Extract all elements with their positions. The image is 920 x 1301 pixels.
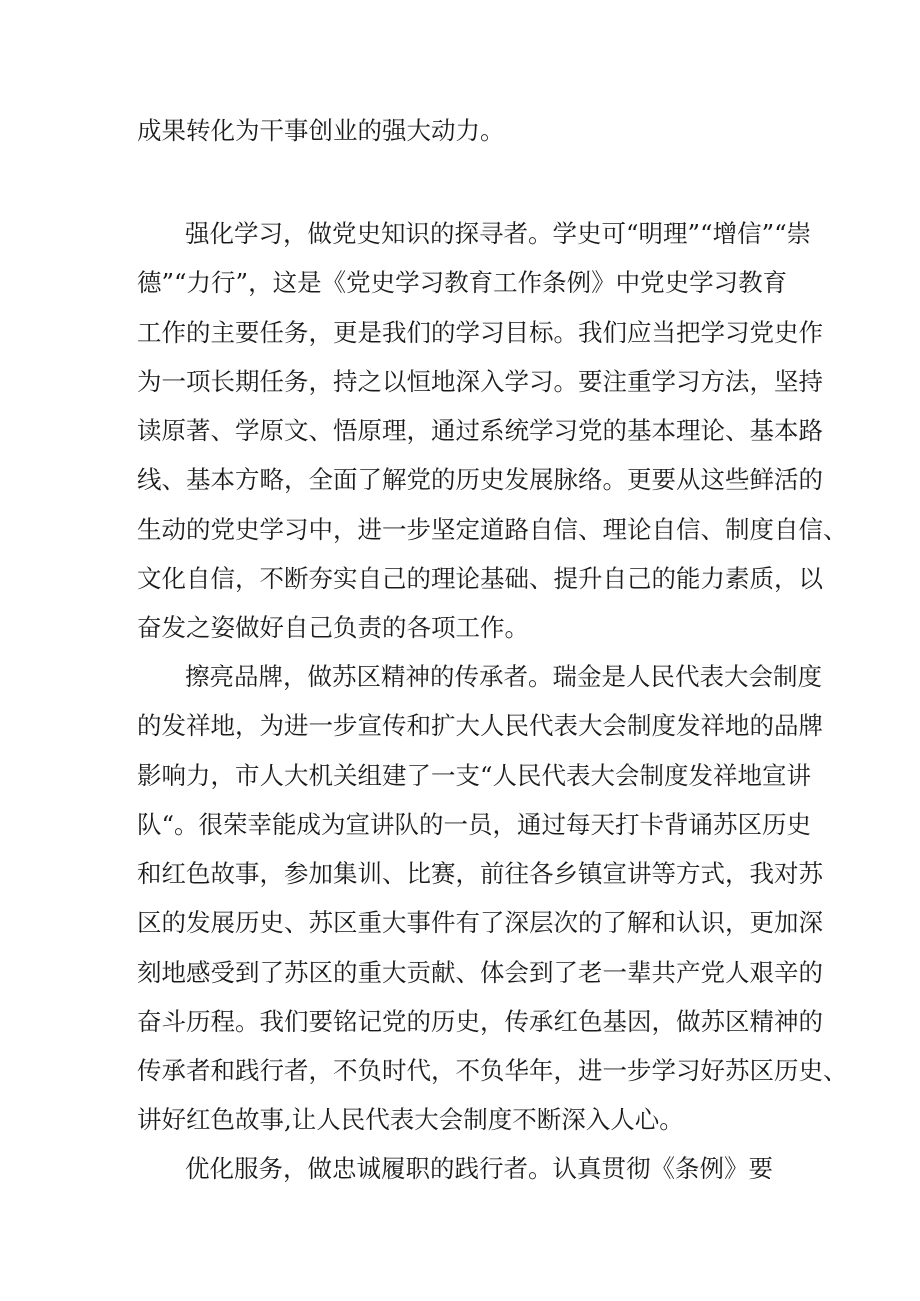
text-line: 区的发展历史、苏区重大事件有了深层次的了解和认识，更加深 bbox=[137, 908, 823, 937]
text-line: 讲好红色故事,让人民代表大会制度不断深入人心。 bbox=[137, 1105, 684, 1134]
text-line: 读原著、学原文、悟原理，通过系统学习党的基本理论、基本路 bbox=[137, 416, 823, 445]
text-line: 优化服务，做忠诚履职的践行者。认真贯彻《条例》要 bbox=[185, 1154, 773, 1183]
text-line: 队“。很荣幸能成为宣讲队的一员，通过每天打卡背诵苏区历史 bbox=[137, 810, 812, 839]
text-line: 线、基本方略，全面了解党的历史发展脉络。更要从这些鲜活的 bbox=[137, 465, 823, 494]
text-line: 和红色故事，参加集训、比赛，前往各乡镇宣讲等方式，我对苏 bbox=[137, 859, 823, 888]
text-line: 文化自信，不断夯实自己的理论基础、提升自己的能力素质，以 bbox=[137, 564, 823, 593]
text-line: 工作的主要任务，更是我们的学习目标。我们应当把学习党史作 bbox=[137, 318, 823, 347]
text-line: 德”“力行”，这是《党史学习教育工作条例》中党史学习教育 bbox=[137, 268, 788, 297]
text-line: 生动的党史学习中，进一步坚定道路自信、理论自信、制度自信、 bbox=[137, 515, 848, 544]
text-line: 影响力，市人大机关组建了一支“人民代表大会制度发祥地宣讲 bbox=[137, 761, 812, 790]
text-line: 奋斗历程。我们要铭记党的历史，传承红色基因，做苏区精神的 bbox=[137, 1007, 823, 1036]
text-line: 成果转化为干事创业的强大动力。 bbox=[137, 116, 505, 145]
text-line: 传承者和践行者，不负时代，不负华年，进一步学习好苏区历史、 bbox=[137, 1056, 848, 1085]
text-line: 的发祥地，为进一步宣传和扩大人民代表大会制度发祥地的品牌 bbox=[137, 711, 823, 740]
text-line: 强化学习，做党史知识的探寻者。学史可“明理”“增信”“崇 bbox=[185, 219, 812, 248]
text-line: 为一项长期任务，持之以恒地深入学习。要注重学习方法，坚持 bbox=[137, 367, 823, 396]
text-line: 奋发之姿做好自己负责的各项工作。 bbox=[137, 613, 529, 642]
text-line: 擦亮品牌，做苏区精神的传承者。瑞金是人民代表大会制度 bbox=[185, 662, 822, 691]
text-line: 刻地感受到了苏区的重大贡献、体会到了老一辈共产党人艰辛的 bbox=[137, 958, 823, 987]
